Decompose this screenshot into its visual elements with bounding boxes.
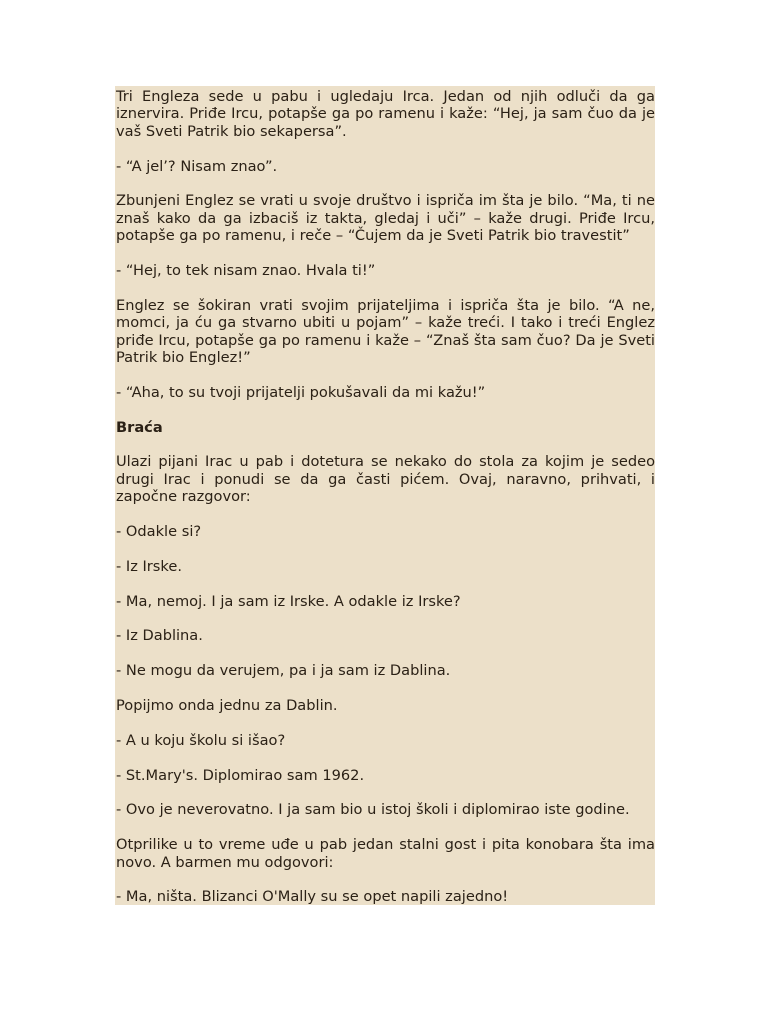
paragraph: - Ma, ništa. Blizanci O'Mally su se opet napili zajedno! — [116, 888, 509, 906]
highlighted-text-block — [115, 86, 655, 905]
paragraph: - Ne mogu da verujem, pa i ja sam iz Dablina. — [116, 662, 451, 680]
paragraph: Popijmo onda jednu za Dablin. — [116, 697, 338, 715]
paragraph: - A u koju školu si išao? — [116, 731, 286, 749]
section-heading: Braća — [116, 418, 163, 436]
paragraph: - “A jel’? Nisam znao”. — [116, 157, 278, 175]
paragraph: - “Hej, to tek nisam znao. Hvala ti!” — [116, 262, 376, 280]
paragraph: - Ovo je neverovatno. I ja sam bio u istoj školi i diplomirao iste godine. — [116, 801, 630, 819]
paragraph: Zbunjeni Englez se vrati u svoje društvo i isprіča im šta je bilo. “Ma, ti ne znaš kako da ga izbaciš iz takta, gledaj i uči” – kaže drugi. Priđe Ircu, potapše ga po ramenu, i reče – “Čujem da je Sveti Patrik bio travestit” — [116, 192, 655, 245]
paragraph: - Iz Irske. — [116, 557, 182, 575]
paragraph: Otprilike u to vreme uđe u pab jedan stalni gost i pita konobara šta ima novo. A barmen mu odgovori: — [116, 836, 655, 871]
paragraph: - Ma, nemoj. I ja sam iz Irske. A odakle iz Irske? — [116, 592, 461, 610]
paragraph: - Odakle si? — [116, 523, 202, 541]
paragraph: Tri Engleza sede u pabu i ugledaju Irca. Jedan od njih odluči da ga iznervira. Priđe Ircu, potapše ga po ramenu i kaže: “Hej, ja sam čuo da je vaš Sveti Patrik bio sekapersa”. — [116, 88, 655, 140]
paragraph: - St.Mary's. Diplomirao sam 1962. — [116, 766, 365, 784]
paragraph: - Iz Dablina. — [116, 627, 203, 645]
paragraph: - “Aha, to su tvoji prijatelji pokušavali da mi kažu!” — [116, 383, 486, 401]
paragraph: Ulazi pijani Irac u pab i dotetura se nekako do stola za kojim je sedeo drugi Irac i ponudi se da ga časti pićem. Ovaj, naravno, prihvati, i započne razgovor: — [116, 453, 655, 506]
paragraph: Englez se šokiran vrati svojim prijateljima i ispriča šta je bilo. “A ne, momci, ja ću ga stvarno ubiti u pojam” – kaže treći. I tako i treći Englez priđe Ircu, potapše ga po ramenu i kaže – “Znaš šta sam čuo? Da je Sveti Patrik bio Englez!” — [116, 296, 655, 367]
